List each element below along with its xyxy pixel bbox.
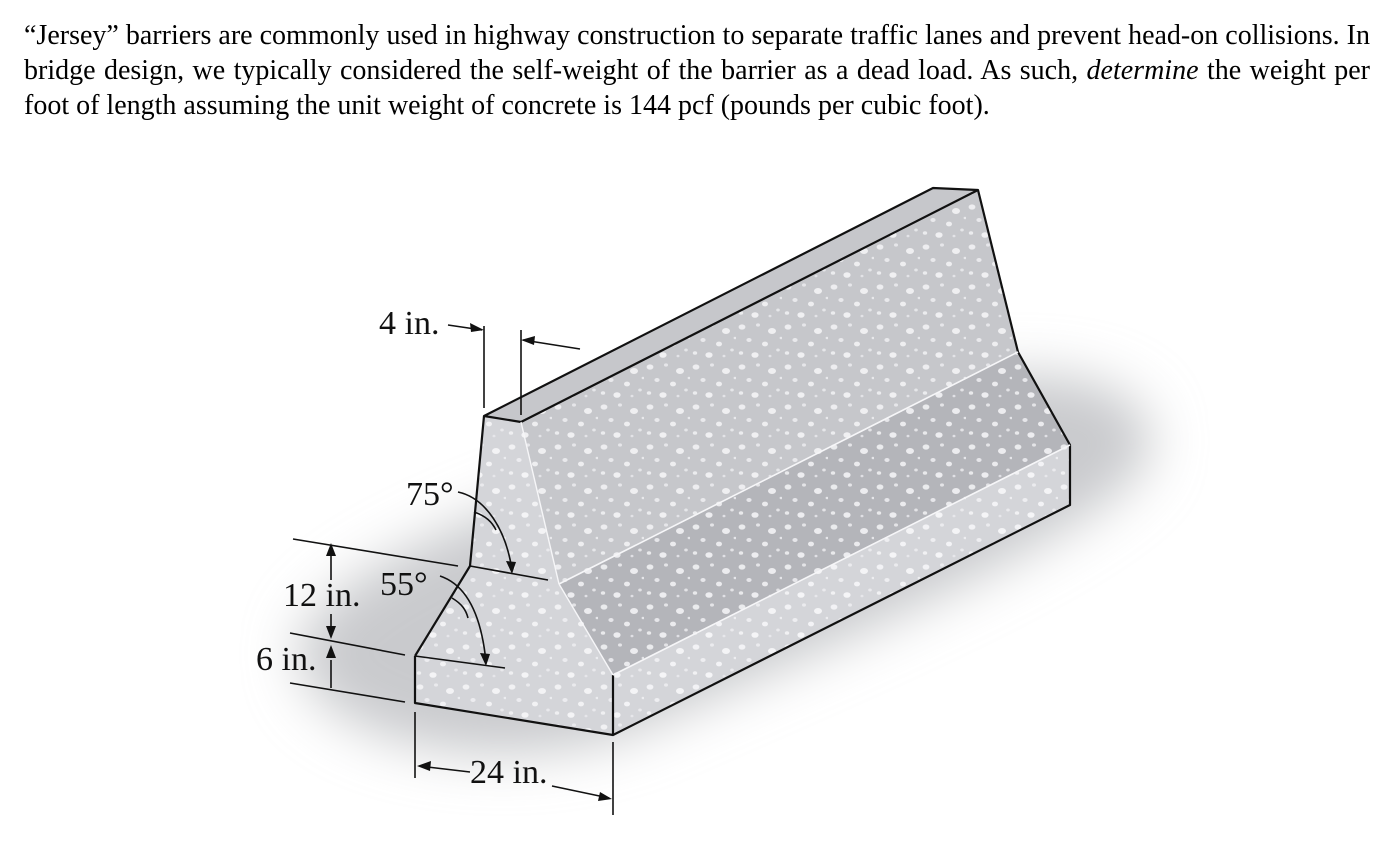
label-middle-height: 12 in. xyxy=(283,577,361,614)
barrier-body xyxy=(415,188,1070,735)
label-lower-angle: 55° xyxy=(380,566,428,603)
label-top-width: 4 in. xyxy=(379,305,440,342)
problem-text-part1: “Jersey” barriers are commonly used in highway construction to separate traffic lanes and prevent head-on collisions. In bridge design, we typically considered the self-weight of the barrier as a dead load. As such, xyxy=(24,20,1370,86)
label-base-height: 6 in. xyxy=(256,641,317,678)
problem-text-part2: the weight per foot of length assuming the unit weight of concrete is 144 pcf (pounds per cubic foot). xyxy=(24,55,1370,121)
problem-emphasis: determine xyxy=(1086,55,1199,86)
label-upper-angle: 75° xyxy=(406,476,454,513)
label-base-width: 24 in. xyxy=(470,754,548,791)
